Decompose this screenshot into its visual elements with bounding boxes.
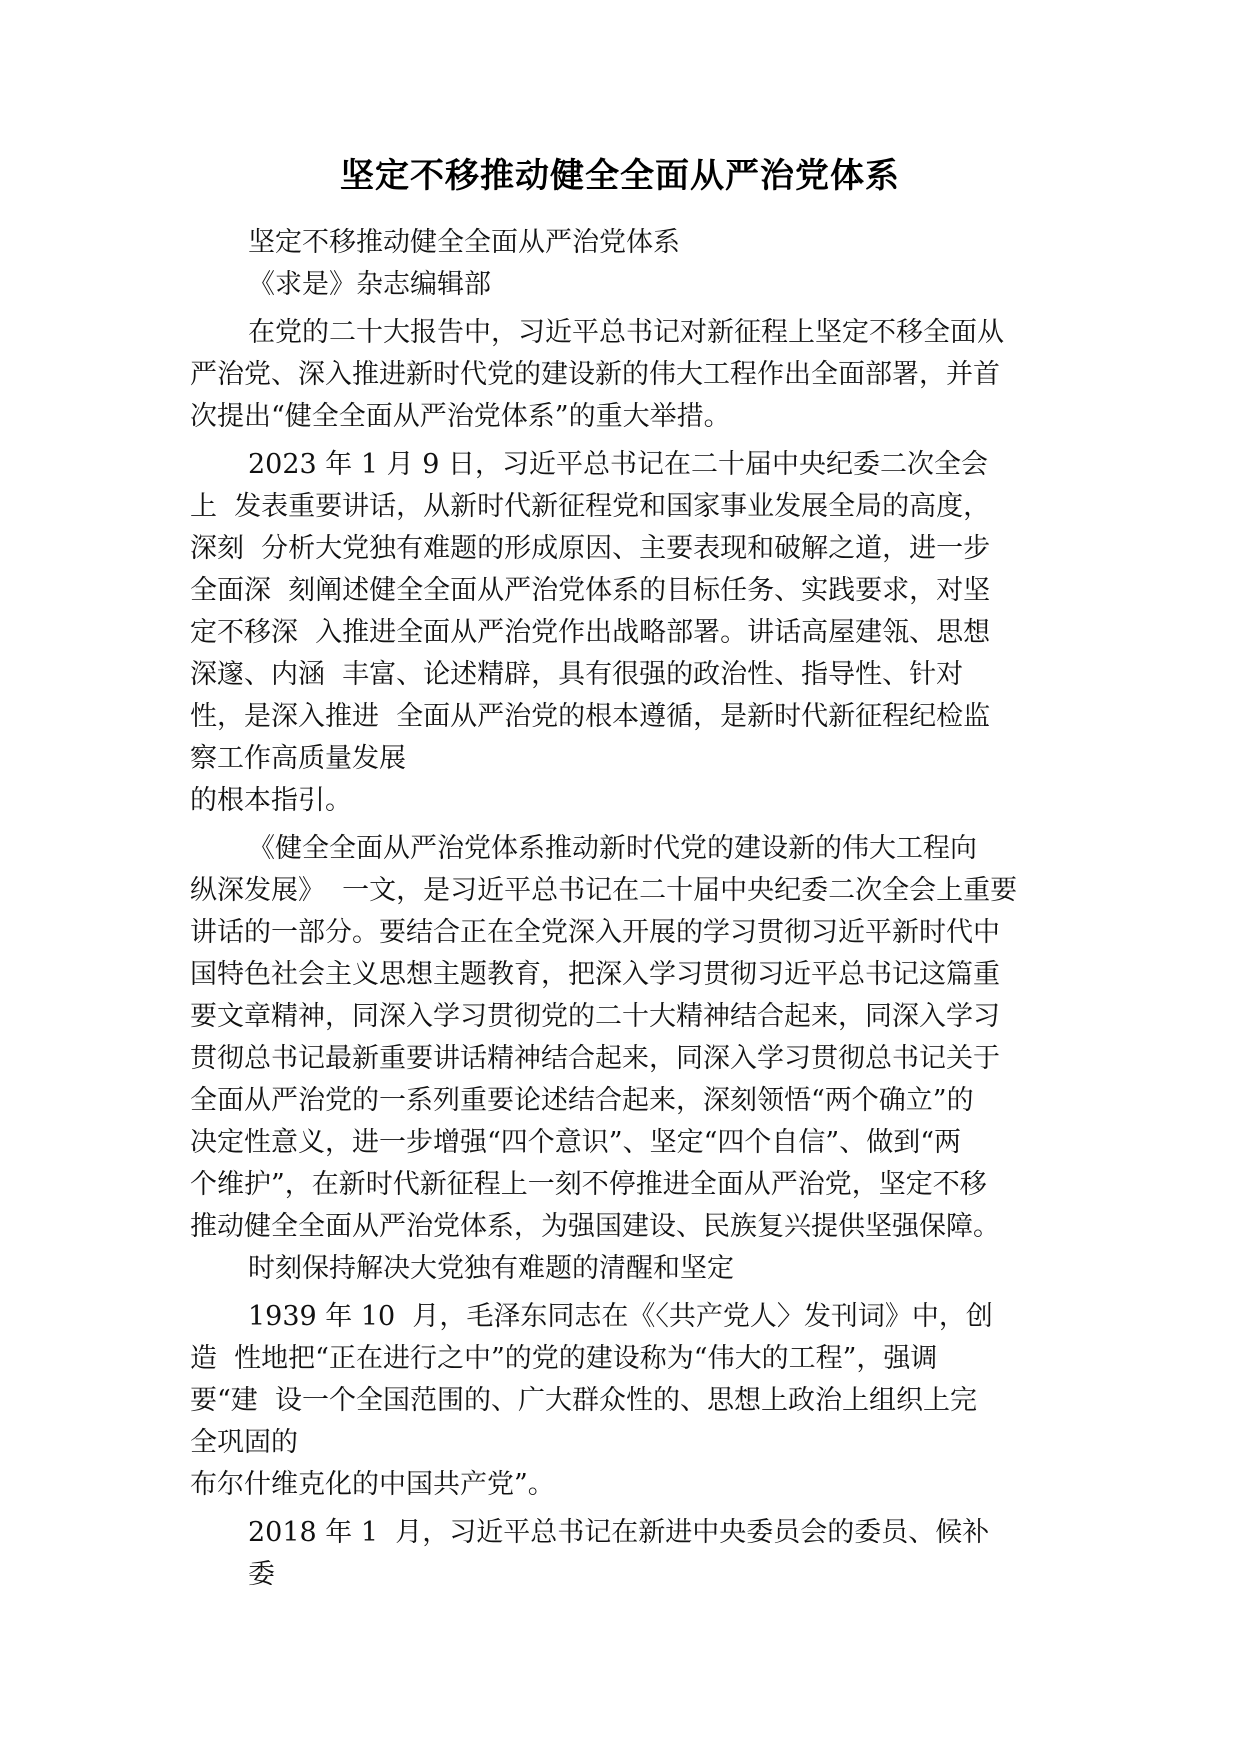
text-line: 推动健全全面从严治党体系，为强国建设、民族复兴提供坚强保障。 <box>190 1211 1000 1242</box>
text-line: 坚定不移推动健全全面从严治党体系 <box>248 227 680 258</box>
text-line: 要“建 设一个全国范围的、广大群众性的、思想上政治上组织上完 <box>190 1385 977 1416</box>
text-line: 全面深 刻阐述健全全面从严治党体系的目标任务、实践要求，对坚 <box>190 575 991 606</box>
text-line: 要文章精神，同深入学习贯彻党的二十大精神结合起来，同深入学习 <box>190 1001 1000 1032</box>
text-line: 委 <box>248 1559 275 1590</box>
text-line: 决定性意义，进一步增强“四个意识”、坚定“四个自信”、做到“两 <box>190 1127 962 1158</box>
text-line: 时刻保持解决大党独有难题的清醒和坚定 <box>248 1253 734 1284</box>
text-line: 《健全全面从严治党体系推动新时代党的建设新的伟大工程向 <box>248 833 977 864</box>
document-body <box>190 222 1050 1596</box>
text-line: 1939 年 10 月，毛泽东同志在《〈共产党人〉发刊词》中，创 <box>248 1301 993 1332</box>
text-line: 贯彻总书记最新重要讲话精神结合起来，同深入学习贯彻总书记关于 <box>190 1043 1000 1074</box>
text-line: 国特色社会主义思想主题教育，把深入学习贯彻习近平总书记这篇重 <box>190 959 1000 990</box>
text-line: 个维护”，在新时代新征程上一刻不停推进全面从严治党，坚定不移 <box>190 1169 987 1200</box>
text-line: 深刻 分析大党独有难题的形成原因、主要表现和破解之道，进一步 <box>190 533 991 564</box>
text-line: 纵深发展》 一文，是习近平总书记在二十届中央纪委二次全会上重要 <box>190 875 1018 906</box>
text-line: 讲话的一部分。要结合正在全党深入开展的学习贯彻习近平新时代中 <box>190 917 1000 948</box>
text-line: 在党的二十大报告中，习近平总书记对新征程上坚定不移全面从 <box>248 317 1004 348</box>
text-line: 严治党、深入推进新时代党的建设新的伟大工程作出全面部署，并首 <box>190 359 1000 390</box>
text-line: 全面从严治党的一系列重要论述结合起来，深刻领悟“两个确立”的 <box>190 1085 974 1116</box>
text-line: 的根本指引。 <box>190 785 352 816</box>
text-line: 2018 年 1 月，习近平总书记在新进中央委员会的委员、候补 <box>248 1517 990 1548</box>
text-line: 性，是深入推进 全面从严治党的根本遵循，是新时代新征程纪检监 <box>190 701 991 732</box>
text-line: 深邃、内涵 丰富、论述精辟，具有很强的政治性、指导性、针对 <box>190 659 964 690</box>
text-line: 定不移深 入推进全面从严治党作出战略部署。讲话高屋建瓴、思想 <box>190 617 991 648</box>
text-line: 上 发表重要讲话，从新时代新征程党和国家事业发展全局的高度， <box>190 491 991 522</box>
text-line: 《求是》杂志编辑部 <box>248 269 491 300</box>
text-line: 察工作高质量发展 <box>190 743 406 774</box>
text-line: 次提出“健全全面从严治党体系”的重大举措。 <box>190 401 731 432</box>
text-line: 布尔什维克化的中国共产党”。 <box>190 1469 555 1500</box>
text-line: 2023 年 1 月 9 日，习近平总书记在二十届中央纪委二次全会 <box>248 449 988 480</box>
text-line: 造 性地把“正在进行之中”的党的建设称为“伟大的工程”，强调 <box>190 1343 938 1374</box>
text-line: 全巩固的 <box>190 1427 298 1458</box>
page-title: 坚定不移推动健全全面从严治党体系 <box>340 156 900 196</box>
